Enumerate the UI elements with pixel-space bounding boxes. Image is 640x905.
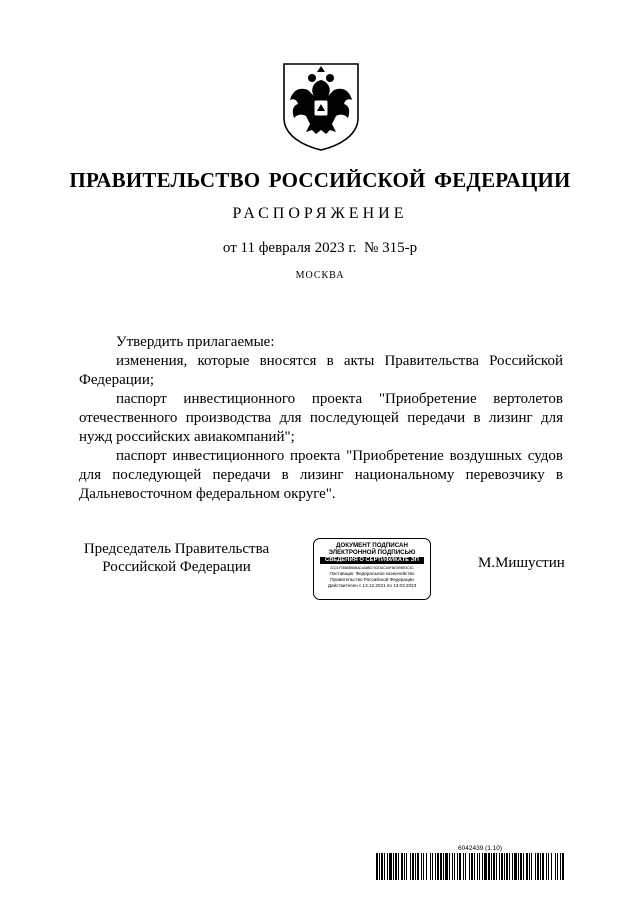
barcode-bar <box>506 853 508 880</box>
barcode-bar <box>401 853 403 880</box>
barcode-bar <box>488 853 490 880</box>
barcode-bar <box>477 853 478 880</box>
barcode-bar <box>465 853 466 880</box>
barcode-bar <box>376 853 378 880</box>
barcode-bar <box>509 853 510 880</box>
date-number-line: от 11 февраля 2023 г. № 315-р <box>222 240 418 256</box>
barcode-bar <box>421 853 422 880</box>
barcode-bar <box>523 853 524 880</box>
barcode-bar <box>535 853 536 880</box>
barcode-bar <box>457 853 458 880</box>
barcode-bar <box>557 853 558 880</box>
barcode-bar <box>504 853 505 880</box>
barcode-bar <box>551 853 552 880</box>
barcode <box>376 853 564 880</box>
barcode-bar <box>548 853 549 880</box>
stamp-owner: Правительство Российской Федерации <box>330 577 414 583</box>
barcode-bar <box>398 853 399 880</box>
barcode-bar <box>393 853 394 880</box>
item-paragraph-aircraft: паспорт инвестиционного проекта "Приобретение воздушных судов для последующей передачи в лизинг национальному перевозчику в Дальневосточном федеральном округе". <box>79 448 563 502</box>
barcode-bar <box>474 853 475 880</box>
barcode-bar <box>520 853 522 880</box>
barcode-bar <box>493 853 495 880</box>
barcode-bar <box>387 853 388 880</box>
signatory-title-line: Российской Федерации <box>102 559 251 575</box>
barcode-bar <box>540 853 541 880</box>
barcode-bar <box>389 853 392 880</box>
barcode-bar <box>423 853 424 880</box>
barcode-bar <box>471 853 473 880</box>
document-type: РАСПОРЯЖЕНИЕ <box>232 205 408 222</box>
signatory-title-line: Председатель Правительства <box>83 541 270 557</box>
barcode-bar <box>496 853 497 880</box>
barcode-bar <box>514 853 517 880</box>
barcode-bar <box>482 853 483 880</box>
barcode-bar <box>430 853 431 880</box>
city-label: МОСКВА <box>295 270 345 281</box>
barcode-bar <box>440 853 442 880</box>
stamp-validity: Действителен с 13.12.2021 по 13.03.2023 <box>327 583 417 589</box>
barcode-bar <box>512 853 513 880</box>
barcode-bar <box>479 853 480 880</box>
stamp-line: ДОКУМЕНТ ПОДПИСАН <box>336 542 408 549</box>
barcode-bar <box>395 853 397 880</box>
barcode-bar <box>417 853 419 880</box>
barcode-bar <box>555 853 556 880</box>
barcode-bar <box>491 853 492 880</box>
barcode-bar <box>415 853 416 880</box>
barcode-number: 6042439 (1.10) <box>458 845 503 852</box>
barcode-bar <box>560 853 561 880</box>
barcode-bar <box>406 853 407 880</box>
intro-paragraph: Утвердить прилагаемые: <box>116 334 275 350</box>
electronic-signature-stamp <box>313 538 431 600</box>
barcode-bar <box>435 853 436 880</box>
barcode-bar <box>501 853 503 880</box>
barcode-bar <box>404 853 405 880</box>
barcode-bar <box>542 853 544 880</box>
barcode-bar <box>452 853 453 880</box>
barcode-bar <box>531 853 532 880</box>
item-paragraph-helicopters: паспорт инвестиционного проекта "Приобретение вертолетов отечественного производства для последующей передачи в лизинг для нужд российских авиакомпаний"; <box>79 391 563 445</box>
barcode-bar <box>499 853 500 880</box>
stamp-certificate-banner: СВЕДЕНИЯ О СЕРТИФИКАТЕ ЭП <box>320 557 424 564</box>
barcode-bar <box>529 853 530 880</box>
stamp-serial: 2CD1F3B8BBB8BAD4A88D70023ACA5F66789BE5C3C <box>330 566 414 570</box>
barcode-bar <box>459 853 461 880</box>
barcode-bar <box>526 853 528 880</box>
barcode-bar <box>437 853 439 880</box>
signatory-title <box>79 540 274 576</box>
barcode-bar <box>445 853 448 880</box>
barcode-bar <box>384 853 385 880</box>
barcode-bar <box>518 853 519 880</box>
barcode-bar <box>537 853 539 880</box>
barcode-bar <box>443 853 444 880</box>
barcode-bar <box>449 853 450 880</box>
barcode-bar <box>379 853 380 880</box>
stamp-supplier: Поставщик: Федеральное казначейство <box>329 571 415 576</box>
barcode-bar <box>469 853 470 880</box>
barcode-bar <box>454 853 455 880</box>
barcode-bar <box>381 853 383 880</box>
barcode-bar <box>410 853 411 880</box>
stamp-line: ЭЛЕКТРОННОЙ ПОДПИСЬЮ <box>328 549 416 556</box>
government-title: ПРАВИТЕЛЬСТВО РОССИЙСКОЙ ФЕДЕРАЦИИ <box>69 168 571 192</box>
barcode-bar <box>432 853 433 880</box>
barcode-bar <box>463 853 464 880</box>
item-paragraph-amendments: изменения, которые вносятся в акты Правительства Российской Федерации; <box>79 353 563 388</box>
barcode-bar <box>426 853 427 880</box>
barcode-bar <box>484 853 487 880</box>
signatory-name: М.Мишустин <box>478 555 565 571</box>
barcode-bar <box>412 853 414 880</box>
barcode-bar <box>562 853 564 880</box>
barcode-bar <box>546 853 547 880</box>
coat-of-arms-emblem <box>280 60 362 152</box>
